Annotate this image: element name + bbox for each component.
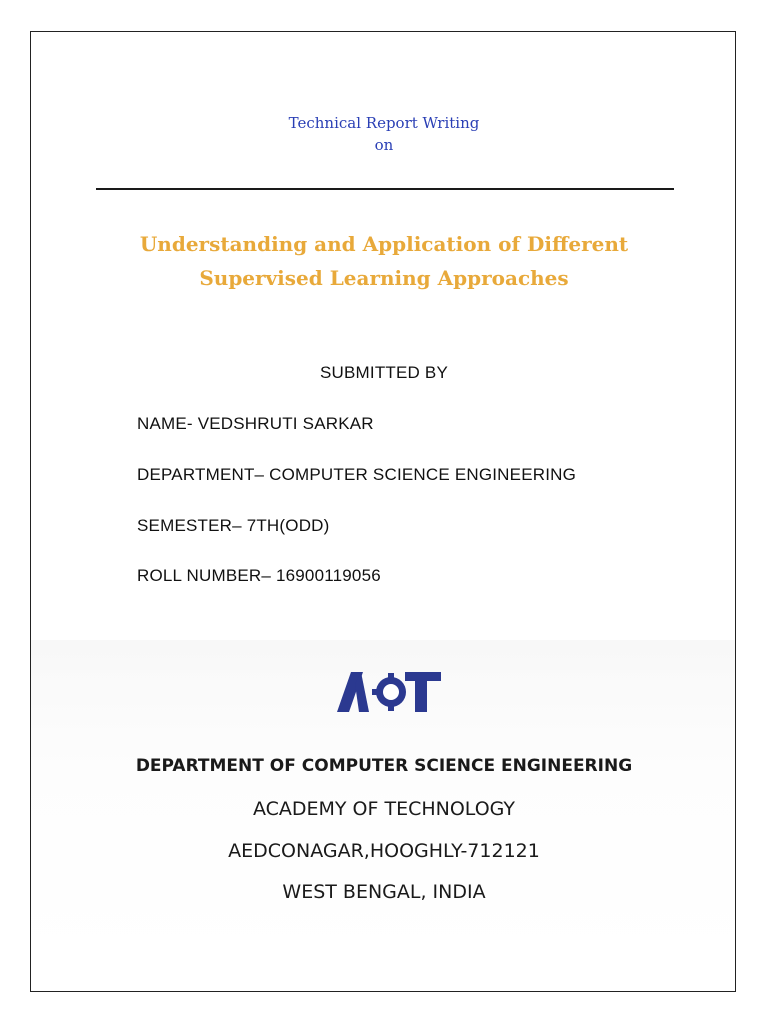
institution-region: WEST BENGAL, INDIA [282,881,486,903]
student-semester: SEMESTER– 7TH(ODD) [137,516,330,535]
student-name: NAME- VEDSHRUTI SARKAR [137,414,374,433]
submitted-by-label: SUBMITTED BY [319,363,449,382]
report-title-line1: Understanding and Application of Different [139,232,629,256]
student-department: DEPARTMENT– COMPUTER SCIENCE ENGINEERING [137,465,577,484]
aot-logo [335,670,445,714]
student-roll-number: ROLL NUMBER– 16900119056 [137,566,381,585]
institution-department: DEPARTMENT OF COMPUTER SCIENCE ENGINEERING [135,756,633,776]
report-title [0,227,768,295]
report-title-line2: Supervised Learning Approaches [199,266,569,290]
horizontal-rule [96,188,674,190]
report-heading-line2: on [374,136,394,154]
report-heading-line1: Technical Report Writing [288,114,480,132]
institution-name: ACADEMY OF TECHNOLOGY [252,798,516,820]
institution-address: AEDCONAGAR,HOOGHLY-712121 [228,840,540,862]
report-heading [0,112,768,156]
